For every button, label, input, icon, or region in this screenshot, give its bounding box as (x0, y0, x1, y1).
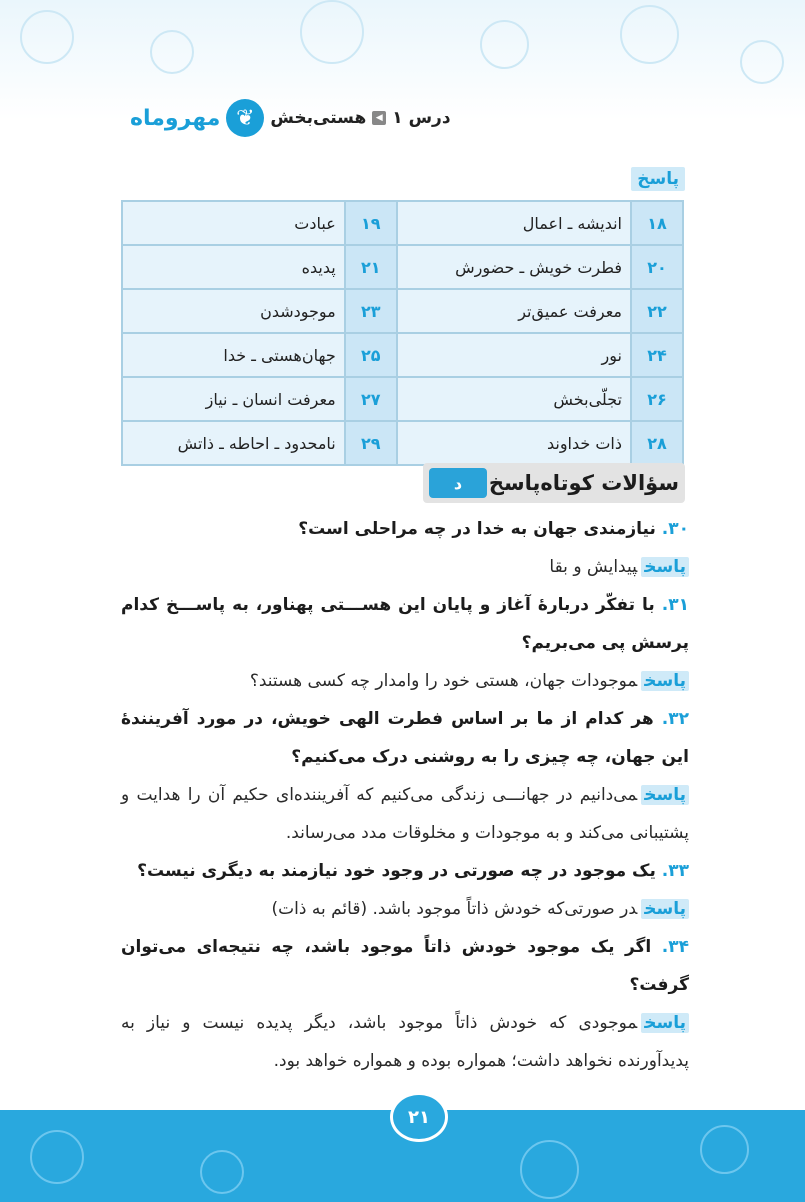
answer-tag: پاسخ (641, 557, 689, 577)
row-answer: جهان‌هستی ـ خدا (122, 333, 345, 377)
row-number: ۲۷ (345, 377, 397, 421)
row-answer: اندیشه ـ اعمال (397, 201, 631, 245)
question (121, 700, 689, 776)
question-number: ۳۲. (661, 709, 689, 729)
row-answer: عبادت (122, 201, 345, 245)
table-row (122, 201, 683, 245)
lesson-title: هستی‌بخش (270, 108, 367, 128)
table-row (122, 245, 683, 289)
answer (121, 548, 689, 586)
section-header (423, 463, 685, 503)
answer (121, 662, 689, 700)
question (121, 852, 689, 890)
table-row (122, 377, 683, 421)
answer-text: موجودی که خودش ذاتاً موجود باشد، دیگر پدیده نیست و نیاز به پدیدآورنده نخواهد داشت؛ همواره بوده و همواره خواهد بود. (121, 1013, 689, 1071)
question-text: نیازمندی جهان به خدا در چه مراحلی است؟ (298, 519, 656, 539)
doodle-circle-icon (480, 20, 529, 69)
answer-table (121, 200, 684, 466)
doodle-circle-icon (740, 40, 784, 84)
doodle-circle-icon (300, 0, 364, 64)
row-answer: معرفت انسان ـ نیاز (122, 377, 345, 421)
doodle-circle-icon (620, 5, 679, 64)
row-answer: ذات خداوند (397, 421, 631, 465)
row-answer: فطرت خویش ـ حضورش (397, 245, 631, 289)
question (121, 586, 689, 662)
butterfly-logo-icon: ❦ (226, 99, 264, 137)
row-answer: معرفت عمیق‌تر (397, 289, 631, 333)
row-number: ۲۵ (345, 333, 397, 377)
row-answer: نامحدود ـ احاطه ـ ذاتش (122, 421, 345, 465)
doodle-circle-icon (30, 1130, 84, 1184)
question-number: ۳۴. (661, 937, 689, 957)
row-number: ۲۳ (345, 289, 397, 333)
question-text: یک موجود در چه صورتی در وجود خود نیازمند به دیگری نیست؟ (137, 861, 656, 881)
row-number: ۲۱ (345, 245, 397, 289)
answer (121, 1004, 689, 1080)
answer-tag: پاسخ (641, 671, 689, 691)
section-title: سؤالات کوتاه‌پاسخ (488, 471, 679, 495)
table-row (122, 333, 683, 377)
answer-text: در صورتی‌که خودش ذاتاً موجود باشد. (قائم به ذات) (271, 899, 638, 919)
row-number: ۱۸ (631, 201, 683, 245)
question-number: ۳۰. (661, 519, 689, 539)
doodle-circle-icon (520, 1140, 579, 1199)
question-text: اگر یک موجود خودش ذاتاً موجود باشد، چه نتیجه‌ای می‌توان گرفت؟ (121, 937, 689, 995)
doodle-circle-icon (20, 10, 74, 64)
answer-label: پاسخ (631, 167, 685, 191)
qa-list (121, 510, 689, 1080)
row-answer: پدیده (122, 245, 345, 289)
answer-text: موجودات جهان، هستی خود را وامدار چه کسی هستند؟ (249, 671, 638, 691)
answer-tag: پاسخ (641, 785, 689, 805)
doodle-circle-icon (200, 1150, 244, 1194)
answer-tag: پاسخ (641, 899, 689, 919)
row-answer: نور (397, 333, 631, 377)
question (121, 510, 689, 548)
table-row (122, 421, 683, 465)
row-number: ۲۴ (631, 333, 683, 377)
answer-tag: پاسخ (641, 1013, 689, 1033)
answer (121, 890, 689, 928)
answer-text: می‌دانیم در جهانـــی زندگی می‌کنیم که آفریننده‌ای حکیم آن را هدایت و پشتیبانی می‌کند و به موجودات و مخلوقات مدد می‌رساند. (121, 785, 689, 843)
row-number: ۲۲ (631, 289, 683, 333)
brand-name: مهروماه (130, 105, 221, 131)
row-number: ۲۹ (345, 421, 397, 465)
question (121, 928, 689, 1004)
row-number: ۲۰ (631, 245, 683, 289)
row-number: ۱۹ (345, 201, 397, 245)
answer-text: پیدایش و بقا (549, 557, 638, 577)
page-number: ۲۱ (390, 1092, 448, 1142)
doodle-circle-icon (700, 1125, 749, 1174)
page-header (130, 96, 451, 140)
row-number: ۲۶ (631, 377, 683, 421)
question-text: با تفکّر دربارۀ آغاز و پایان این هســـتی پهناور، به پاســـخ کدام پرسش پی می‌بریم؟ (121, 595, 689, 653)
doodle-circle-icon (150, 30, 194, 74)
question-number: ۳۳. (661, 861, 689, 881)
row-number: ۲۸ (631, 421, 683, 465)
row-answer: تجلّی‌بخش (397, 377, 631, 421)
question-text: هر کدام از ما بر اساس فطرت الهی خویش، در مورد آفرینندۀ این جهان، چه چیزی را به روشنی درک می‌کنیم؟ (121, 709, 689, 767)
arrow-left-icon: ◀ (372, 111, 386, 125)
table-row (122, 289, 683, 333)
lesson-label: درس ۱ (392, 108, 451, 128)
row-answer: موجودشدن (122, 289, 345, 333)
section-letter-badge: د (429, 468, 487, 498)
question-number: ۳۱. (661, 595, 690, 615)
answer (121, 776, 689, 852)
